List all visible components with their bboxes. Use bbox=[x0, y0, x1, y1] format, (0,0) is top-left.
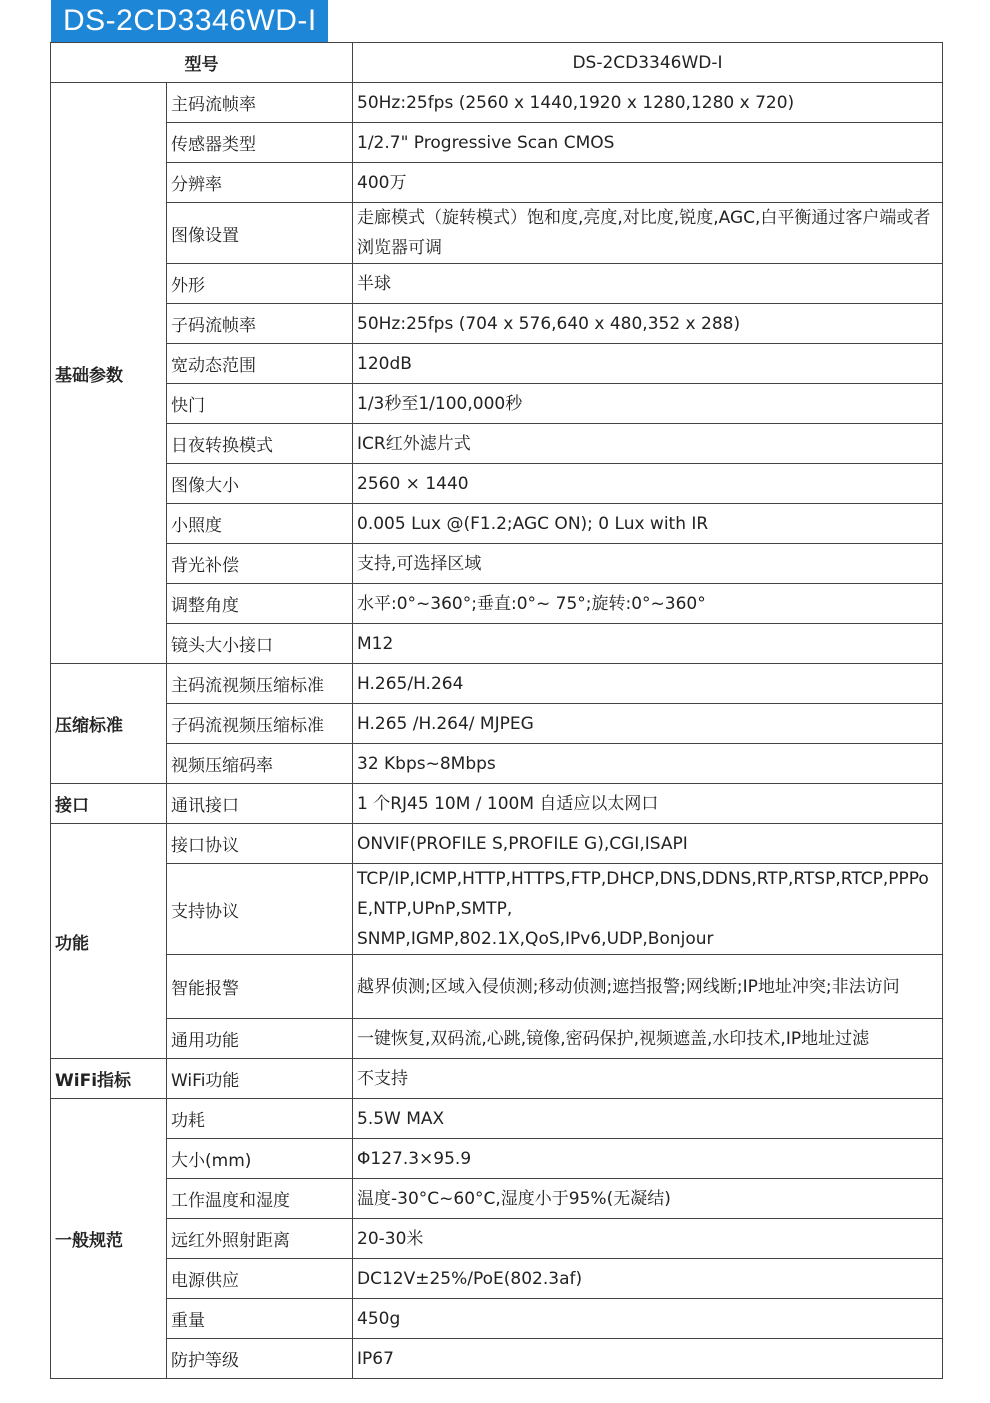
table-row bbox=[51, 1299, 943, 1339]
spec-value: 32 Kbps~8Mbps bbox=[353, 744, 943, 784]
table-row bbox=[51, 824, 943, 864]
table-row bbox=[51, 955, 943, 1019]
table-row bbox=[51, 1339, 943, 1379]
spec-value: 一键恢复,双码流,心跳,镜像,密码保护,视频遮盖,水印技术,IP地址过滤 bbox=[353, 1019, 943, 1059]
table-row bbox=[51, 1259, 943, 1299]
spec-value: 120dB bbox=[353, 344, 943, 384]
spec-label: 子码流帧率 bbox=[167, 304, 353, 344]
table-row bbox=[51, 424, 943, 464]
spec-value: 水平:0°~360°;垂直:0°~ 75°;旋转:0°~360° bbox=[353, 584, 943, 624]
table-row bbox=[51, 1139, 943, 1179]
spec-label: 调整角度 bbox=[167, 584, 353, 624]
spec-label: 分辨率 bbox=[167, 163, 353, 203]
spec-value: 0.005 Lux @(F1.2;AGC ON); 0 Lux with IR bbox=[353, 504, 943, 544]
table-row bbox=[51, 83, 943, 123]
table-row bbox=[51, 1219, 943, 1259]
category-cell: WiFi指标 bbox=[51, 1059, 167, 1099]
table-row bbox=[51, 664, 943, 704]
spec-label: 子码流视频压缩标准 bbox=[167, 704, 353, 744]
spec-value: 1 个RJ45 10M / 100M 自适应以太网口 bbox=[353, 784, 943, 824]
table-row bbox=[51, 344, 943, 384]
spec-value: 温度-30°C~60°C,湿度小于95%(无凝结) bbox=[353, 1179, 943, 1219]
category-cell: 基础参数 bbox=[51, 83, 167, 664]
spec-label: 功耗 bbox=[167, 1099, 353, 1139]
spec-label: 重量 bbox=[167, 1299, 353, 1339]
spec-value: 1/3秒至1/100,000秒 bbox=[353, 384, 943, 424]
spec-label: WiFi功能 bbox=[167, 1059, 353, 1099]
spec-label: 接口协议 bbox=[167, 824, 353, 864]
table-row bbox=[51, 744, 943, 784]
table-row bbox=[51, 163, 943, 203]
spec-label: 主码流视频压缩标准 bbox=[167, 664, 353, 704]
spec-label: 远红外照射距离 bbox=[167, 1219, 353, 1259]
table-row bbox=[51, 1179, 943, 1219]
model-label: 型号 bbox=[51, 43, 353, 83]
spec-label: 电源供应 bbox=[167, 1259, 353, 1299]
table-row bbox=[51, 264, 943, 304]
spec-value: IP67 bbox=[353, 1339, 943, 1379]
spec-label: 工作温度和湿度 bbox=[167, 1179, 353, 1219]
table-row bbox=[51, 1019, 943, 1059]
spec-value: H.265 /H.264/ MJPEG bbox=[353, 704, 943, 744]
spec-label: 通用功能 bbox=[167, 1019, 353, 1059]
table-row bbox=[51, 203, 943, 264]
spec-value: TCP/IP,ICMP,HTTP,HTTPS,FTP,DHCP,DNS,DDNS,RTP,RTSP,RTCP,PPPoE,NTP,UPnP,SMTP, SNMP,IGMP,802.1X,QoS,IPv6,UDP,Bonjour bbox=[353, 864, 943, 955]
table-row bbox=[51, 704, 943, 744]
spec-label: 通讯接口 bbox=[167, 784, 353, 824]
spec-label: 镜头大小接口 bbox=[167, 624, 353, 664]
spec-value: M12 bbox=[353, 624, 943, 664]
spec-value: 20-30米 bbox=[353, 1219, 943, 1259]
category-cell: 一般规范 bbox=[51, 1099, 167, 1379]
table-row bbox=[51, 1099, 943, 1139]
spec-label: 支持协议 bbox=[167, 864, 353, 955]
spec-label: 防护等级 bbox=[167, 1339, 353, 1379]
table-row bbox=[51, 464, 943, 504]
spec-label: 宽动态范围 bbox=[167, 344, 353, 384]
spec-table bbox=[50, 42, 943, 1379]
spec-value: Φ127.3×95.9 bbox=[353, 1139, 943, 1179]
spec-label: 视频压缩码率 bbox=[167, 744, 353, 784]
spec-value: 半球 bbox=[353, 264, 943, 304]
spec-value: 越界侦测;区域入侵侦测;移动侦测;遮挡报警;网线断;IP地址冲突;非法访问 bbox=[353, 955, 943, 1019]
spec-value: 不支持 bbox=[353, 1059, 943, 1099]
model-banner: DS-2CD3346WD-I bbox=[51, 0, 328, 42]
spec-value: ICR红外滤片式 bbox=[353, 424, 943, 464]
spec-value: 450g bbox=[353, 1299, 943, 1339]
spec-value: 1/2.7" Progressive Scan CMOS bbox=[353, 123, 943, 163]
table-row bbox=[51, 304, 943, 344]
table-row bbox=[51, 584, 943, 624]
spec-value: 50Hz:25fps (704 x 576,640 x 480,352 x 288) bbox=[353, 304, 943, 344]
table-row bbox=[51, 1059, 943, 1099]
model-value: DS-2CD3346WD-I bbox=[353, 43, 943, 83]
table-row bbox=[51, 504, 943, 544]
spec-value: 5.5W MAX bbox=[353, 1099, 943, 1139]
table-row bbox=[51, 123, 943, 163]
category-cell: 压缩标准 bbox=[51, 664, 167, 784]
table-header-row bbox=[51, 43, 943, 83]
spec-value: 400万 bbox=[353, 163, 943, 203]
spec-value: 走廊模式（旋转模式）饱和度,亮度,对比度,锐度,AGC,白平衡通过客户端或者浏览器可调 bbox=[353, 203, 943, 264]
spec-label: 图像设置 bbox=[167, 203, 353, 264]
spec-value: 50Hz:25fps (2560 x 1440,1920 x 1280,1280 x 720) bbox=[353, 83, 943, 123]
spec-label: 小照度 bbox=[167, 504, 353, 544]
spec-label: 图像大小 bbox=[167, 464, 353, 504]
table-row bbox=[51, 864, 943, 955]
spec-label: 背光补偿 bbox=[167, 544, 353, 584]
spec-label: 智能报警 bbox=[167, 955, 353, 1019]
spec-label: 大小(mm) bbox=[167, 1139, 353, 1179]
spec-value: 支持,可选择区域 bbox=[353, 544, 943, 584]
spec-label: 日夜转换模式 bbox=[167, 424, 353, 464]
spec-label: 快门 bbox=[167, 384, 353, 424]
category-cell: 功能 bbox=[51, 824, 167, 1059]
table-row bbox=[51, 784, 943, 824]
spec-value: 2560 × 1440 bbox=[353, 464, 943, 504]
spec-value: DC12V±25%/PoE(802.3af) bbox=[353, 1259, 943, 1299]
spec-label: 传感器类型 bbox=[167, 123, 353, 163]
spec-label: 主码流帧率 bbox=[167, 83, 353, 123]
spec-value: H.265/H.264 bbox=[353, 664, 943, 704]
table-row bbox=[51, 624, 943, 664]
spec-value: ONVIF(PROFILE S,PROFILE G),CGI,ISAPI bbox=[353, 824, 943, 864]
table-row bbox=[51, 544, 943, 584]
spec-label: 外形 bbox=[167, 264, 353, 304]
table-row bbox=[51, 384, 943, 424]
category-cell: 接口 bbox=[51, 784, 167, 824]
